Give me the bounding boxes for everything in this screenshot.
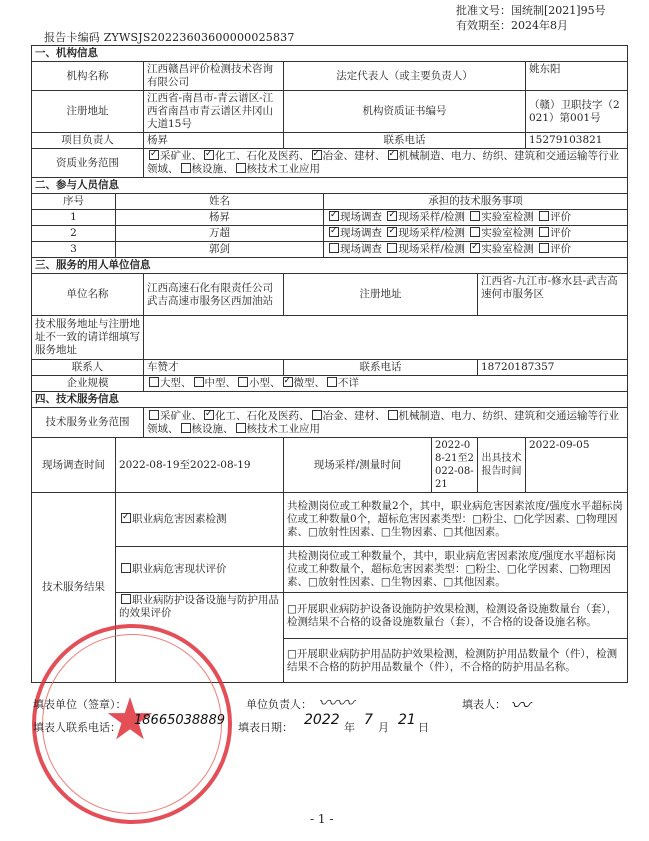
staff-service-option[interactable] (537, 227, 571, 239)
legal-rep: 姚东阳 (526, 62, 628, 91)
checkbox-label: 职业病危害因素检测 (132, 513, 227, 525)
checkbox-label: 实验室检测 (481, 211, 534, 223)
fill-phone-label: 填表人联系电话： (33, 721, 121, 734)
scale-option-0[interactable] (147, 377, 181, 389)
checkbox-label: 实验室检测 (481, 243, 534, 255)
checkbox-label: 化工、石化及医药 (215, 150, 299, 162)
checkbox-label: 采矿业 (160, 409, 192, 422)
contact: 车赞才 (144, 360, 284, 376)
section-client-title: 三、服务的用人单位信息 (32, 258, 628, 274)
staff-no: 1 (32, 210, 116, 226)
org-name: 江西赣昌评价检测技术咨询有限公司 (144, 62, 284, 91)
checkbox-label: 机械制造、电力、纺织、建筑和交通运输等行业领域 (147, 150, 619, 175)
client-addr-label: 注册地址 (284, 274, 478, 316)
valid-until: 有效期至：2024年8月 (456, 19, 568, 32)
staff-no: 2 (32, 226, 116, 242)
checkbox-icon[interactable] (204, 410, 214, 420)
checkbox-label: 现场采样/检测 (398, 227, 465, 239)
scale-label: 企业规模 (32, 376, 144, 392)
checkbox-label: 评价 (550, 227, 572, 239)
staff-service-option[interactable] (385, 243, 465, 255)
checkbox-icon[interactable] (387, 211, 397, 221)
sampling-time-label: 现场采样/测量时间 (284, 438, 432, 493)
legal-rep-label: 法定代表人（或主要负责人） (284, 62, 526, 91)
result-protection-equip-text: □开展职业病防护设备设施防护效果检测，检测设备设施数量台（套），检测结果不合格的设备设施数量台（套），不合格的设备设施名称。 (284, 593, 628, 639)
checkbox-icon[interactable] (121, 563, 131, 573)
checkbox-icon[interactable] (312, 410, 322, 420)
scope-option-0[interactable] (147, 150, 192, 162)
phone-label: 联系电话 (284, 133, 526, 149)
scale-option-2[interactable] (236, 377, 270, 389)
checkbox-label: 现场调查 (340, 243, 382, 255)
qualification-scope: ✓采矿业、✓ 化工、石化及医药、✓ 冶金、建材、✓ 机械制造、电力、纺织、建筑和交通运输等行业领域、 核设施、 核技术工业应用 (144, 149, 628, 178)
checkbox-icon[interactable] (329, 211, 339, 221)
checkbox-icon[interactable] (312, 150, 322, 160)
checkbox-label: 评价 (550, 211, 572, 223)
checkbox-icon[interactable] (236, 423, 246, 433)
fill-date-year: 2022 (304, 712, 340, 728)
checkbox-icon[interactable] (387, 243, 397, 253)
staff-services (324, 226, 628, 242)
biz-option-0[interactable] (147, 410, 192, 422)
checkbox-icon[interactable] (194, 377, 204, 387)
checkbox-icon[interactable] (121, 594, 131, 604)
scale-option-4[interactable] (325, 377, 359, 389)
client-addr: 江西省-九江市-修水县-武吉高速何市服务区 (478, 274, 628, 316)
biz-option-2[interactable] (310, 410, 376, 422)
result-evaluation-text: 共检测岗位或工种数量个，其中，职业病危害因素浓度/强度水平超标岗位或工种数量个，超标危害因素类型：□粉尘、□化学因素、□物理因素、□放射性因素、□生物因素、□其他因素。 (284, 547, 628, 593)
staff-name: 郭剑 (116, 242, 324, 258)
checkbox-label: 机械制造、电力、纺织、建筑和交通运输等行业领域 (147, 409, 619, 435)
leader: 杨昇 (144, 133, 284, 149)
contact-label: 联系人 (32, 360, 144, 376)
staff-row (32, 210, 628, 226)
col-no-header: 序号 (32, 194, 116, 210)
report-code: 报告卡编码 ZYWSJS20223603600000025837 (44, 31, 295, 44)
year-char: 年 (344, 721, 355, 734)
checkbox-label: 职业病危害现状评价 (132, 563, 227, 575)
checkbox-icon[interactable] (149, 150, 159, 160)
checkbox-icon[interactable] (149, 410, 159, 420)
sampling-time: 2022-08-21至2022-08-21 (432, 438, 478, 493)
checkbox-icon[interactable] (181, 423, 191, 433)
scope-option-2[interactable] (310, 150, 376, 162)
staff-service-option[interactable] (537, 243, 571, 255)
staff-service-option[interactable] (385, 211, 465, 223)
checkbox-label: 采矿业 (160, 150, 192, 162)
scale-option-3[interactable] (281, 377, 315, 389)
report-time: 2022-09-05 (526, 438, 628, 493)
biz-scope-label: 技术服务业务范围 (32, 408, 144, 438)
checkbox-label: 现场调查 (340, 227, 382, 239)
biz-option-1[interactable] (202, 410, 299, 422)
staff-name: 万超 (116, 226, 324, 242)
checkbox-icon[interactable] (181, 163, 191, 173)
checkbox-label: 化工、石化及医药 (215, 409, 299, 422)
approval-number: 批准文号：国统制[2021]95号 (456, 4, 606, 17)
result-detection-label (116, 493, 284, 547)
reg-addr: 江西省-南昌市-青云谱区-江西省南昌市青云谱区井冈山大道15号 (144, 91, 284, 133)
section-staff-title: 二、参与人员信息 (32, 178, 628, 194)
checkbox-icon[interactable] (238, 377, 248, 387)
leader-label: 项目负责人 (32, 133, 144, 149)
checkbox-icon[interactable] (470, 227, 480, 237)
checkbox-icon[interactable] (327, 377, 337, 387)
diff-addr-label: 技术服务地址与注册地址不一致的请详细填写服务地址 (32, 316, 144, 360)
col-service-header: 承担的技术服务事项 (324, 194, 628, 210)
col-name-header: 姓名 (116, 194, 324, 210)
checkbox-icon[interactable] (470, 211, 480, 221)
checkbox-icon[interactable] (539, 227, 549, 237)
checkbox-label: 职业病防护设备设施与防护用品的效果评价 (119, 594, 279, 619)
checkbox-icon[interactable] (149, 377, 159, 387)
staff-service-option[interactable] (327, 227, 382, 239)
checkbox-label: 中型 (204, 377, 226, 389)
section-org-title: 一、机构信息 (32, 46, 628, 62)
result-label: 技术服务结果 (32, 493, 116, 683)
checkbox-icon[interactable] (329, 243, 339, 253)
contact-phone: 18720187357 (478, 360, 628, 376)
scope-option-4[interactable] (179, 163, 224, 175)
staff-service-option[interactable] (468, 243, 534, 255)
staff-row (32, 226, 628, 242)
checkbox-icon[interactable] (283, 377, 293, 387)
checkbox-label: 冶金、建材 (322, 409, 375, 422)
checkbox-label: 微型 (293, 377, 315, 389)
checkbox-icon[interactable] (204, 150, 214, 160)
service-scope: 采矿业、✓ 化工、石化及医药、 冶金、建材、 机械制造、电力、纺织、建筑和交通运输等行业领域、 核设施、 核技术工业应用 (144, 408, 628, 438)
checkbox-icon[interactable] (539, 211, 549, 221)
fill-date-month: 7 (364, 712, 373, 728)
reg-addr-label: 注册地址 (32, 91, 144, 133)
cert-label: 机构资质证书编号 (284, 91, 526, 133)
unit-name: 江西高速石化有限责任公司武吉高速市服务区西加油站 (144, 274, 284, 316)
biz-option-4[interactable] (179, 423, 224, 435)
phone: 15279103821 (526, 133, 628, 149)
checkbox-icon[interactable] (470, 243, 480, 253)
result-option-0[interactable] (119, 513, 227, 525)
leader-signature: 〰〰 (318, 693, 354, 714)
result-detection-text: 共检测岗位或工种数量2个，其中，职业病危害因素浓度/强度水平超标岗位或工种数量0个，超标危害因素类型：□粉尘、□化学因素、□物理因素、□放射性因素、□生物因素、□其他因素。 (284, 493, 628, 547)
result-option-1[interactable] (119, 563, 227, 575)
report-card-table (31, 45, 628, 683)
filler-signature: 〰 (510, 693, 530, 717)
checkbox-label: 不详 (338, 377, 359, 389)
day-char: 日 (418, 721, 429, 734)
fill-phone: 18665038889 (134, 713, 225, 728)
unit-label: 单位名称 (32, 274, 144, 316)
diff-addr (144, 316, 628, 360)
section-service-title: 四、技术服务信息 (32, 392, 628, 408)
checkbox-icon[interactable] (388, 410, 398, 420)
checkbox-icon[interactable] (539, 243, 549, 253)
contact-phone-label: 联系电话 (284, 360, 478, 376)
filler-label: 填表人： (462, 698, 506, 711)
result-evaluation-label (116, 547, 284, 593)
checkbox-label: 核技术工业应用 (246, 163, 320, 175)
result-protection-ppe-text: □开展职业病防护用品防护效果检测，检测防护用品数量个（件），检测结果不合格的防护用品数量个（件），不合格的防护用品名称。 (284, 639, 628, 683)
month-char: 月 (378, 721, 389, 734)
staff-no: 3 (32, 242, 116, 258)
checkbox-icon[interactable] (388, 150, 398, 160)
checkbox-label: 现场采样/检测 (398, 243, 465, 255)
staff-name: 杨昇 (116, 210, 324, 226)
staff-service-option[interactable] (468, 211, 534, 223)
biz-option-5[interactable] (234, 423, 321, 435)
result-option-2[interactable] (119, 594, 279, 619)
checkbox-label: 核设施 (191, 163, 223, 175)
checkbox-label: 小型 (249, 377, 270, 389)
staff-services (324, 210, 628, 226)
staff-services (324, 242, 628, 258)
unit-leader-label: 单位负责人： (246, 698, 312, 711)
staff-service-option[interactable] (468, 227, 534, 239)
fill-unit-label: 填表单位（签章）： (33, 698, 127, 711)
org-name-label: 机构名称 (32, 62, 144, 91)
cert-number: （赣）卫职技字（2021）第001号 (526, 91, 628, 133)
scope-option-1[interactable] (202, 150, 299, 162)
checkbox-label: 大型 (160, 377, 181, 389)
page-number: - 1 - (310, 812, 334, 826)
checkbox-icon[interactable] (329, 227, 339, 237)
report-time-label: 出具技术报告时间 (478, 438, 526, 493)
checkbox-label: 现场采样/检测 (398, 211, 465, 223)
fill-date-label: 填表日期： (238, 721, 293, 734)
checkbox-label: 核技术工业应用 (246, 422, 320, 435)
checkbox-label: 实验室检测 (481, 227, 534, 239)
checkbox-icon[interactable] (121, 513, 131, 523)
staff-service-option[interactable] (385, 227, 465, 239)
checkbox-label: 核设施 (191, 422, 223, 435)
official-seal: ★ (32, 624, 232, 824)
staff-service-option[interactable] (537, 211, 571, 223)
fill-date-day: 21 (398, 712, 416, 728)
checkbox-icon[interactable] (236, 163, 246, 173)
checkbox-label: 冶金、建材 (322, 150, 375, 162)
staff-row (32, 242, 628, 258)
enterprise-scale: 大型、 中型、 小型、✓ 微型、 不详 (144, 376, 628, 392)
checkbox-label: 评价 (550, 243, 572, 255)
survey-time-label: 现场调查时间 (32, 438, 116, 493)
survey-time: 2022-08-19至2022-08-19 (116, 438, 284, 493)
checkbox-label: 现场调查 (340, 211, 382, 223)
scope-option-5[interactable] (234, 163, 321, 175)
scope-label: 资质业务范围 (32, 149, 144, 178)
staff-service-option[interactable] (327, 243, 382, 255)
checkbox-icon[interactable] (387, 227, 397, 237)
staff-service-option[interactable] (327, 211, 382, 223)
scale-option-1[interactable] (192, 377, 226, 389)
